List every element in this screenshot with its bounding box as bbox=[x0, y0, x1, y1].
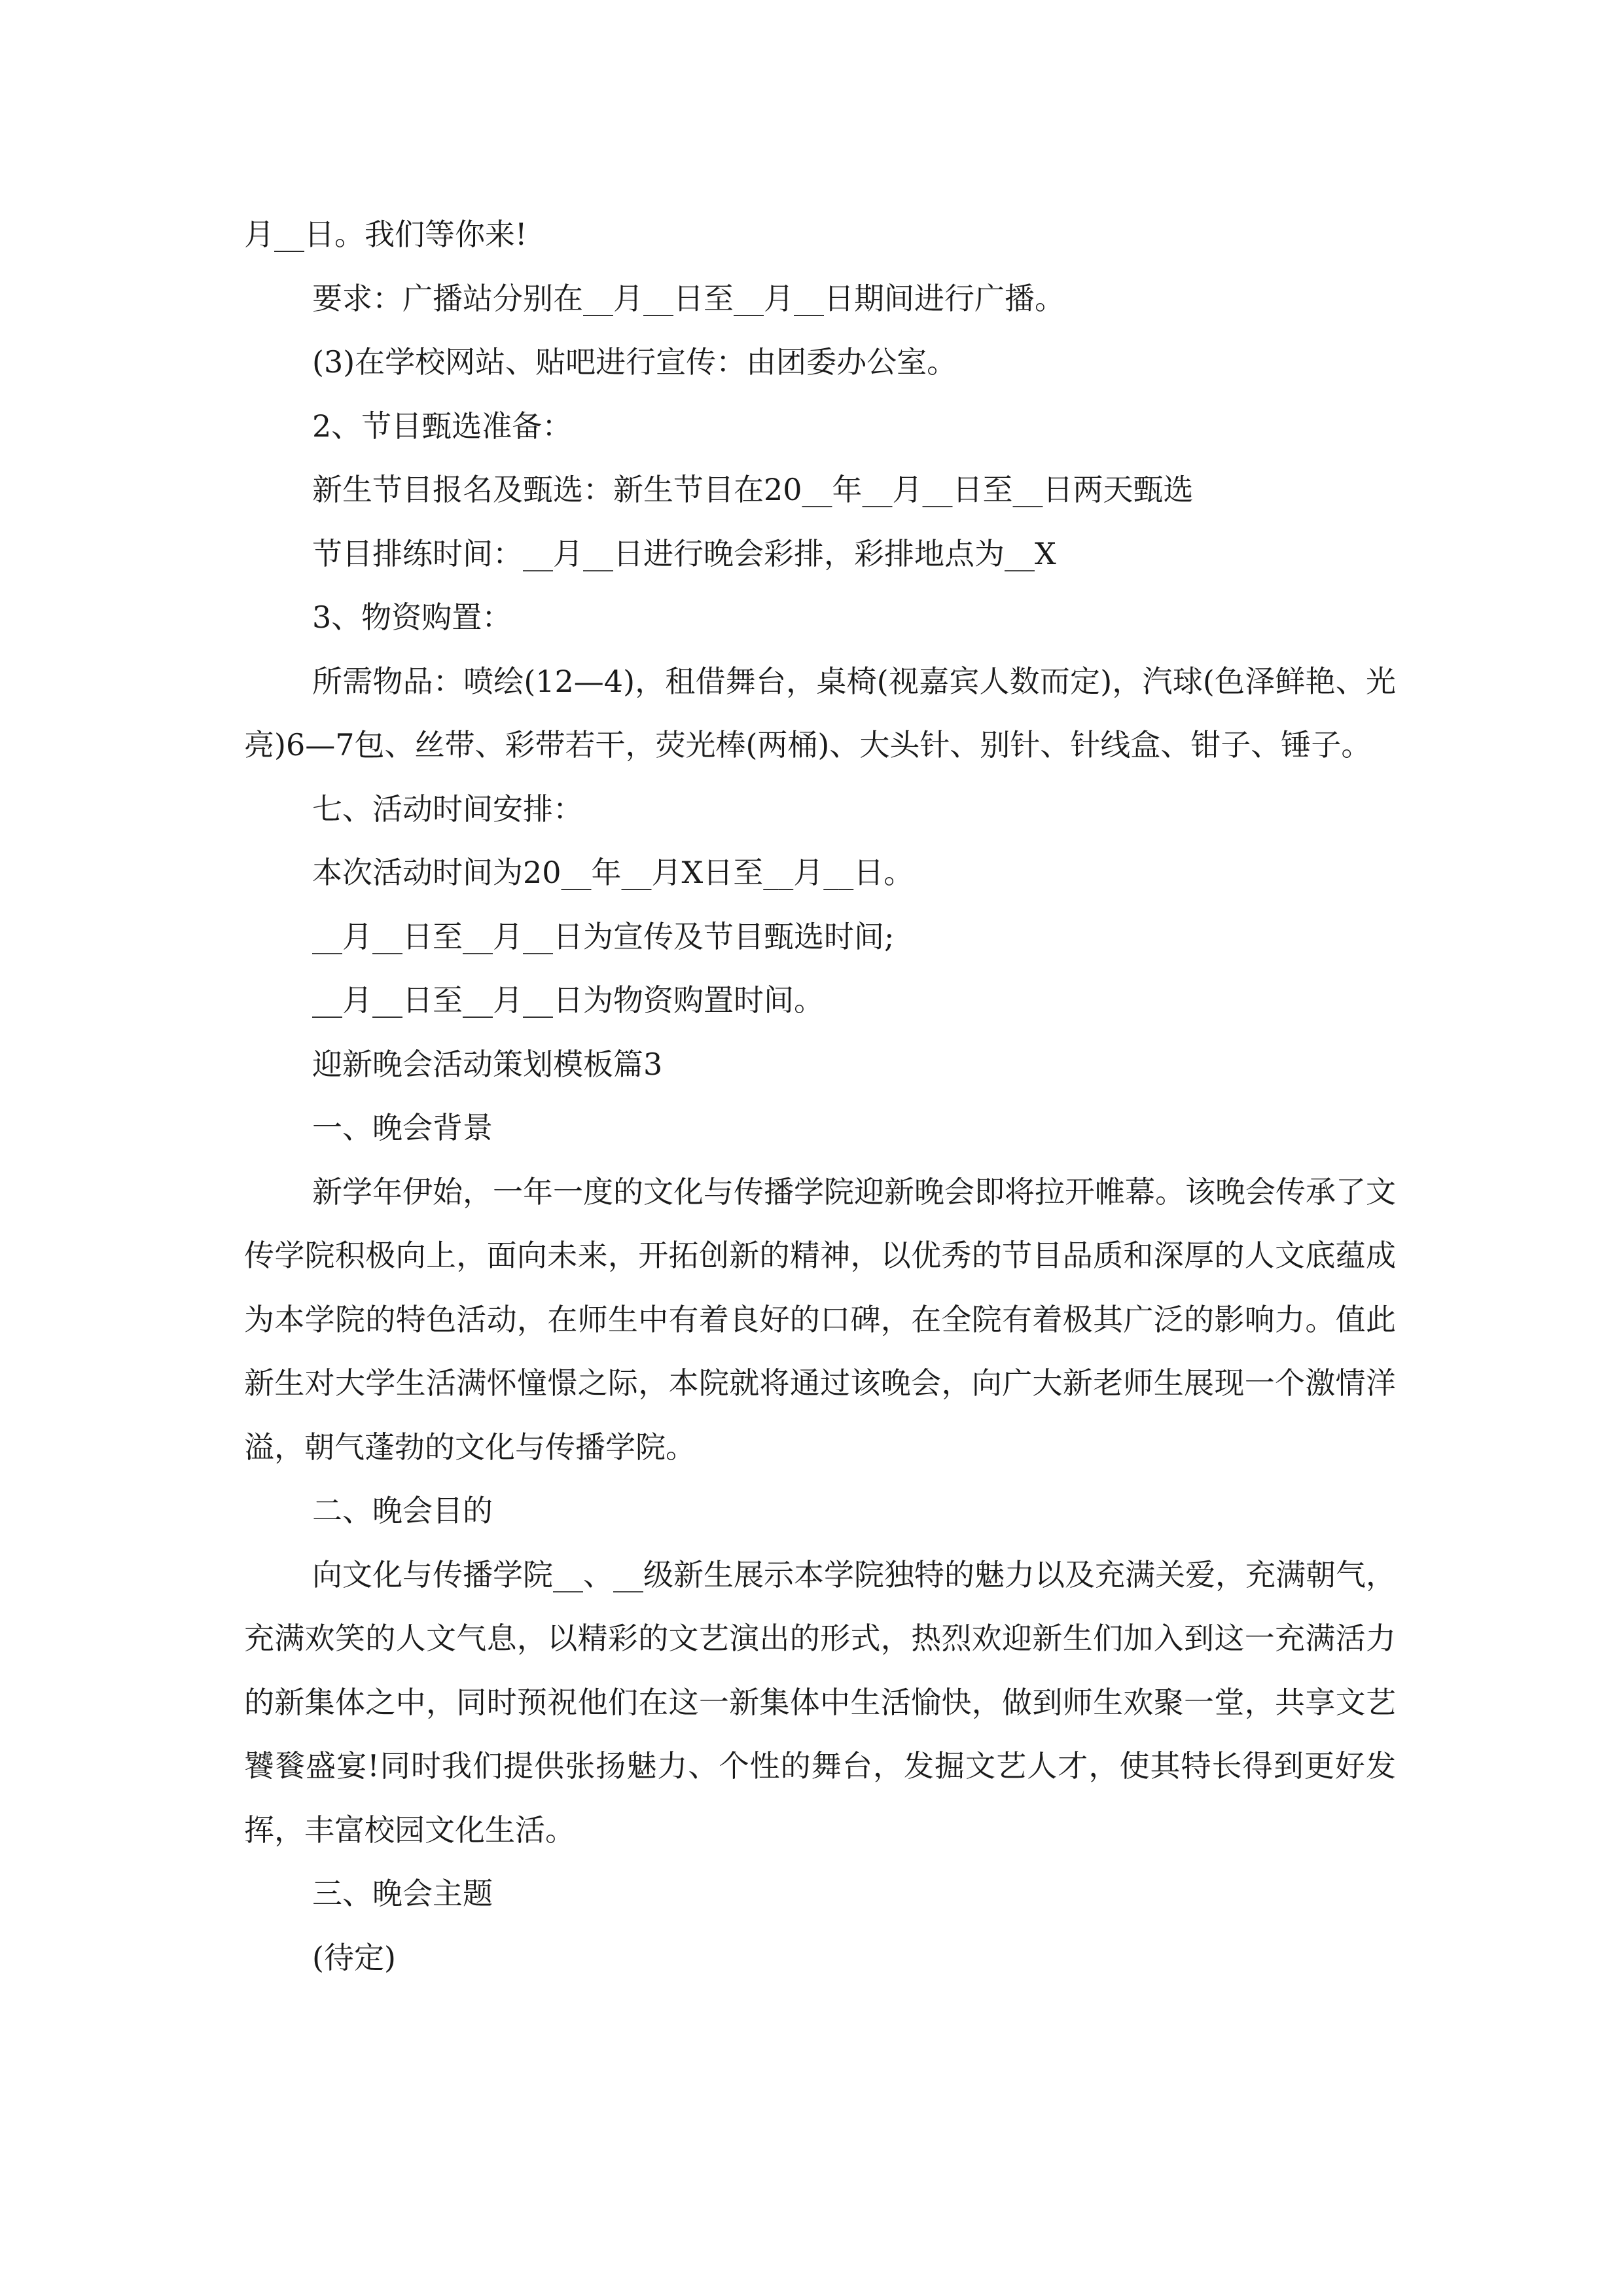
paragraph-rehearsal-time: 节目排练时间：__月__日进行晚会彩排，彩排地点为__X bbox=[312, 535, 1056, 571]
paragraph-promotion-period: __月__日至__月__日为宣传及节目甄选时间; bbox=[312, 918, 895, 954]
heading-program-selection: 2、节目甄选准备： bbox=[312, 408, 573, 444]
heading-gala-purpose: 二、晚会目的 bbox=[312, 1493, 493, 1528]
paragraph-gala-theme-tbd: (待定) bbox=[312, 1939, 396, 1975]
paragraph-program-signup: 新生节目报名及甄选：新生节目在20__年__月__日至__日两天甄选 bbox=[312, 472, 1194, 507]
heading-template-3: 迎新晚会活动策划模板篇3 bbox=[312, 1046, 663, 1082]
paragraph-gala-purpose: 向文化与传播学院__、__级新生展示本学院独特的魅力以及充满关爱，充满朝气，充满欢笑的人文气息，以精彩的文艺演出的形式，热烈欢迎新生们加入到这一充满活力的新集体之中，同时预祝他们在这一新集体中生活愉快，做到师生欢聚一堂，共享文艺饕餮盛宴!同时我们提供张扬魅力、个性的舞台，发掘文艺人才，使其特长得到更好发挥，丰富校园文化生活。 bbox=[244, 1556, 1396, 1848]
paragraph-continuation: 月__日。我们等你来! bbox=[244, 217, 527, 252]
paragraph-website-promotion: (3)在学校网站、贴吧进行宣传：由团委办公室。 bbox=[312, 344, 957, 380]
heading-schedule: 七、活动时间安排： bbox=[312, 791, 583, 827]
paragraph-purchase-period: __月__日至__月__日为物资购置时间。 bbox=[312, 982, 824, 1018]
heading-materials-purchase: 3、物资购置： bbox=[312, 600, 512, 635]
heading-gala-background: 一、晚会背景 bbox=[312, 1110, 493, 1145]
paragraph-activity-time: 本次活动时间为20__年__月X日至__月__日。 bbox=[312, 855, 914, 890]
document-body bbox=[244, 203, 1396, 1990]
heading-gala-theme: 三、晚会主题 bbox=[312, 1876, 493, 1911]
paragraph-gala-background: 新学年伊始，一年一度的文化与传播学院迎新晚会即将拉开帷幕。该晚会传承了文传学院积极向上，面向未来，开拓创新的精神，以优秀的节目品质和深厚的人文底蕴成为本学院的特色活动，在师生中有着良好的口碑，在全院有着极其广泛的影响力。值此新生对大学生活满怀憧憬之际，本院就将通过该晚会，向广大新老师生展现一个激情洋溢，朝气蓬勃的文化与传播学院。 bbox=[244, 1174, 1396, 1465]
paragraph-broadcast-requirement: 要求：广播站分别在__月__日至__月__日期间进行广播。 bbox=[312, 280, 1065, 316]
paragraph-materials-list: 所需物品：喷绘(12—4)，租借舞台，桌椅(视嘉宾人数而定)，汽球(色泽鲜艳、光亮)6—7包、丝带、彩带若干，荧光棒(两桶)、大头针、别针、针线盒、钳子、锤子。 bbox=[244, 663, 1396, 762]
